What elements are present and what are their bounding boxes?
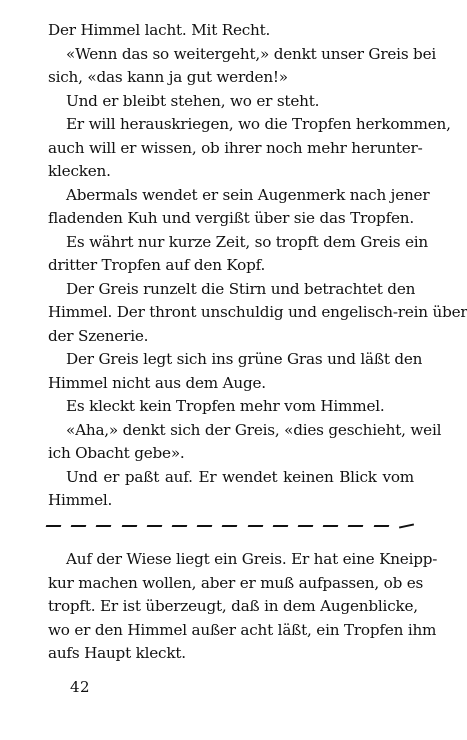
text-line: Und er paßt auf. Er wendet keinen Blick vom	[66, 467, 414, 486]
separator-dash	[147, 525, 163, 527]
separator-dash	[323, 525, 339, 527]
text-line: Und er bleibt stehen, wo er steht.	[66, 91, 320, 110]
separator-dash	[273, 525, 289, 527]
text-line: Der Himmel lacht. Mit Recht.	[48, 21, 271, 39]
separator-dash	[247, 525, 263, 527]
text-line: fladenden Kuh und vergißt über sie das Tropfen.	[48, 209, 414, 227]
text-line: sich, «das kann ja gut werden!»	[48, 68, 288, 86]
text-line: klecken.	[48, 162, 111, 180]
separator-dash	[121, 525, 137, 527]
text-line: Himmel.	[48, 491, 113, 509]
text-line: wo er den Himmel außer acht läßt, ein Tropfen ihm	[48, 620, 437, 639]
separator-dash	[96, 525, 112, 527]
text-line: aufs Haupt kleckt.	[48, 644, 186, 662]
text-line: der Szenerie.	[48, 326, 149, 345]
text-block-top	[48, 19, 467, 513]
text-line: auch will er wissen, ob ihrer noch mehr herunter-	[48, 138, 423, 157]
text-line: Er will herauskriegen, wo die Tropfen herkommen,	[66, 115, 451, 133]
text-line: Es kleckt kein Tropfen mehr vom Himmel.	[66, 397, 385, 415]
separator-dash	[373, 525, 389, 527]
text-line: dritter Tropfen auf den Kopf.	[48, 256, 266, 274]
text-line: «Wenn das so weitergeht,» denkt unser Greis bei	[66, 44, 437, 63]
separator-dash	[399, 523, 414, 528]
separator-dash	[222, 525, 238, 527]
text-line: Es währt nur kurze Zeit, so tropft dem Greis ein	[66, 232, 428, 251]
dashed-separator	[46, 519, 414, 533]
text-line: Der Greis legt sich ins grüne Gras und läßt den	[66, 350, 423, 368]
text-line: Himmel nicht aus dem Auge.	[48, 373, 266, 392]
text-line: kur machen wollen, aber er muß aufpassen, ob es	[48, 573, 424, 592]
text-line: Der Greis runzelt die Stirn und betrachtet den	[66, 279, 416, 298]
text-block-bottom	[48, 548, 438, 666]
text-line: tropft. Er ist überzeugt, daß in dem Augenblicke,	[48, 597, 418, 615]
page-number: 42	[70, 678, 91, 696]
text-line: Abermals wendet er sein Augenmerk nach jener	[66, 185, 430, 204]
text-line: Auf der Wiese liegt ein Greis. Er hat eine Kneipp-	[66, 550, 438, 568]
text-line: ich Obacht gebe».	[48, 444, 185, 462]
separator-dash	[172, 525, 188, 527]
text-line: «Aha,» denkt sich der Greis, «dies geschieht, weil	[66, 420, 442, 439]
separator-dash	[298, 525, 314, 527]
separator-dash	[46, 525, 62, 527]
text-line: Himmel. Der thront unschuldig und engelisch-rein über	[48, 303, 467, 321]
separator-dash	[197, 525, 213, 527]
separator-dash	[348, 525, 364, 527]
separator-dash	[71, 525, 87, 527]
